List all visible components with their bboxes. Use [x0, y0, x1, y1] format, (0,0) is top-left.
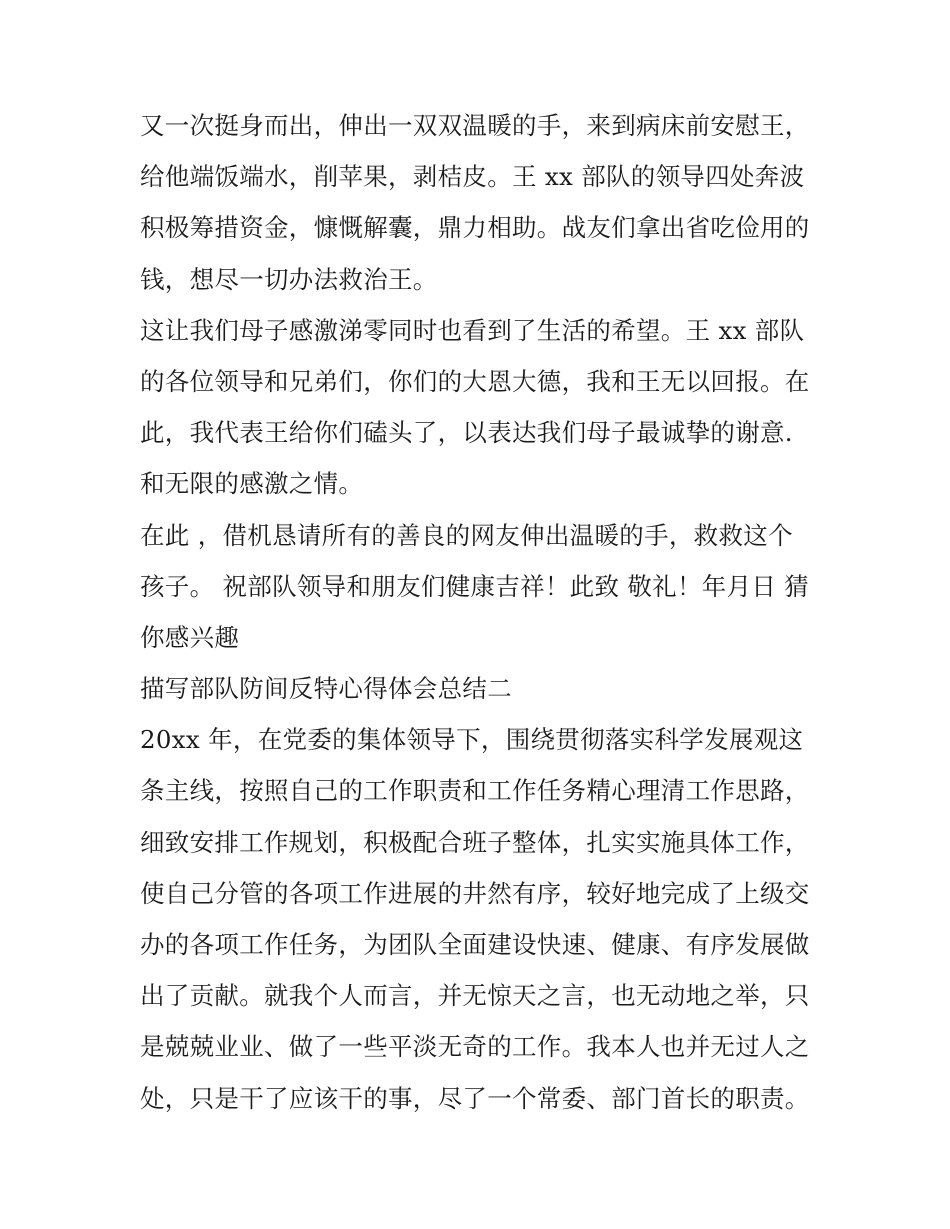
text-line: 出了贡献。就我个人而言，并无惊天之言，也无动地之举，只: [140, 981, 810, 1011]
text-line: 处，只是干了应该干的事，尽了一个常委、部门首长的职责。: [140, 1083, 810, 1113]
text-line: 20xx 年，在党委的集体领导下，围绕贯彻落实科学发展观这: [140, 725, 804, 755]
text-line: 条主线，按照自己的工作职责和工作任务精心理清工作思路，: [140, 776, 810, 806]
section-heading: 描写部队防间反特心得体会总结二: [140, 674, 512, 704]
document-body: [140, 100, 820, 1124]
text-line: 此，我代表王给你们磕头了，以表达我们母子最诚挚的谢意.: [140, 418, 793, 448]
text-line: 给他端饭端水，削苹果，剥桔皮。王 xx 部队的领导四处奔波: [140, 162, 805, 192]
text-line: 是兢兢业业、做了一些平淡无奇的工作。我本人也并无过人之: [140, 1032, 810, 1062]
text-line: 和无限的感激之情。: [140, 469, 364, 499]
text-line: 积极筹措资金，慷慨解囊，鼎力相助。战友们拿出省吃俭用的: [140, 213, 810, 243]
text-line: 孩子。 祝部队领导和朋友们健康吉祥！此致 敬礼！年月日 猜: [140, 571, 810, 601]
text-line: 在此 ，借机恳请所有的善良的网友伸出温暖的手，救救这个: [140, 520, 793, 550]
text-line: 钱，想尽一切办法救治王。: [140, 264, 438, 294]
text-line: 你感兴趣: [140, 622, 240, 652]
text-line: 使自己分管的各项工作进展的井然有序，较好地完成了上级交: [140, 878, 810, 908]
text-line: 又一次挺身而出，伸出一双双温暖的手，来到病床前安慰王，: [140, 111, 810, 140]
text-line: 办的各项工作任务，为团队全面建设快速、健康、有序发展做: [140, 930, 810, 959]
text-line: 的各位领导和兄弟们，你们的大恩大德，我和王无以回报。在: [140, 366, 810, 396]
text-line: 细致安排工作规划，积极配合班子整体，扎实实施具体工作，: [140, 827, 810, 857]
text-line: 这让我们母子感激涕零同时也看到了生活的希望。王 xx 部队: [140, 315, 805, 345]
